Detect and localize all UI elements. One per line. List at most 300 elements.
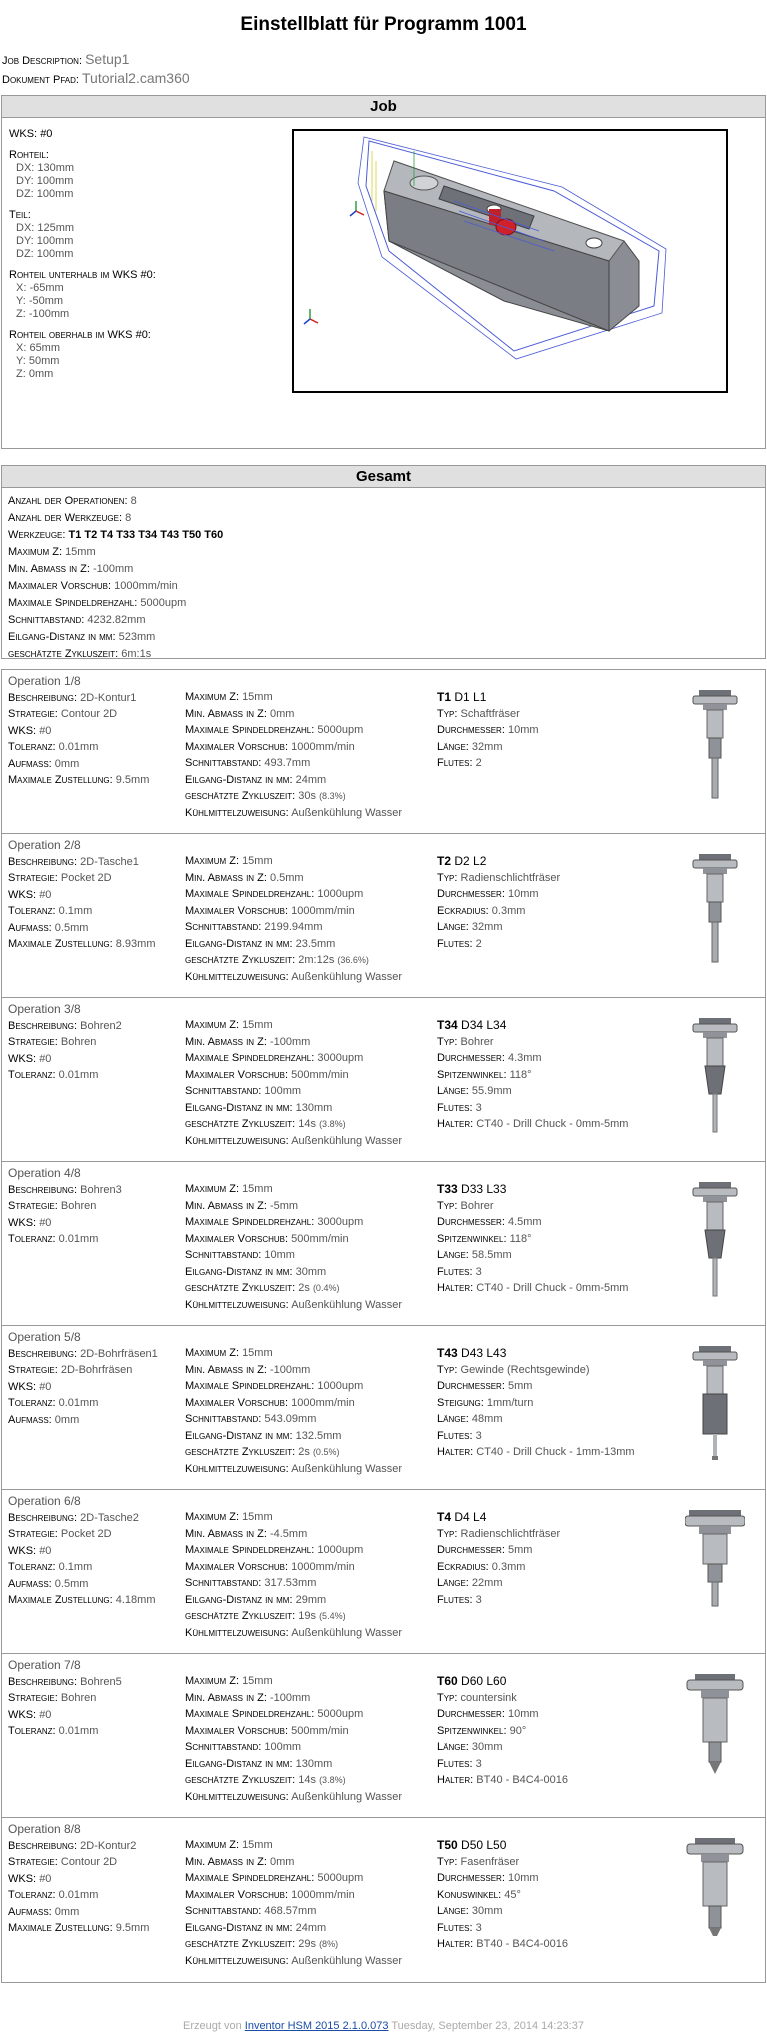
op-param-row — [185, 1067, 402, 1084]
tool-param-row — [437, 1214, 628, 1231]
tool-number: T50 — [437, 1838, 458, 1852]
op-param-value: 15mm — [242, 1183, 273, 1195]
op-param-row — [8, 1838, 149, 1855]
op-param-label: Maximum Z: — [185, 1511, 239, 1523]
op-param-label: WKS: — [8, 1708, 37, 1721]
footer-link[interactable]: Inventor HSM 2015 2.1.0.073 — [244, 2020, 389, 2032]
op-param-label: Schnittabstand: — [185, 1741, 262, 1753]
operation-title: Operation 4/8 — [8, 1166, 81, 1180]
job-section — [1, 95, 766, 449]
op-param-label: WKS: — [8, 1872, 37, 1885]
tool-param-row — [437, 755, 539, 772]
op-param-value: -100mm — [269, 1363, 311, 1376]
op-cycle-percent: (0.5%) — [312, 1447, 340, 1457]
tool-name — [437, 689, 539, 706]
op-param-label: geschätzte Zykluszeit: — [185, 1118, 296, 1130]
gesamt-row-label: Eilgang-Distanz in mm: — [8, 631, 116, 643]
unterhalb-label: Rohteil unterhalb im WKS #0: — [9, 269, 156, 281]
tool-param-label: Spitzenwinkel: — [437, 1232, 507, 1245]
teil-dy: DY: 100mm — [16, 235, 74, 247]
op-param-value: 15mm — [242, 691, 273, 703]
tool-param-row — [437, 1575, 560, 1592]
op-param-label: Kühlmittelzuweisung: — [185, 806, 289, 819]
tool-param-value: 118° — [509, 1068, 532, 1081]
op-param-value: #0 — [39, 888, 52, 901]
gesamt-row-label: Min. Abmaß in Z: — [8, 563, 90, 575]
op-param-value: 500mm/min — [291, 1068, 349, 1081]
op-param-value: 15mm — [242, 1347, 273, 1359]
rohteil-dy: DY: 100mm — [16, 175, 74, 187]
tool-param-row — [437, 1526, 560, 1543]
op-param-label: Strategie: — [8, 872, 58, 884]
op-param-row — [185, 1608, 402, 1625]
op-param-value: 500mm/min — [291, 1724, 349, 1737]
op-param-value: 1000mm/min — [291, 740, 355, 753]
op-param-label: Kühlmittelzuweisung: — [185, 1626, 289, 1639]
wks-value: #0 — [40, 128, 53, 140]
op-param-value: 0mm — [54, 1905, 80, 1918]
op-param-label: Aufmaß: — [8, 921, 52, 934]
gesamt-row-value: 6m:1s — [121, 648, 152, 660]
op-param-label: Maximum Z: — [185, 1019, 239, 1031]
op-param-label: Maximale Zustellung: — [8, 938, 113, 950]
op-param-value: 3000upm — [317, 1052, 364, 1064]
op-param-row — [185, 1920, 402, 1937]
footer-date: Tuesday, September 23, 2014 14:23:37 — [391, 2020, 584, 2032]
operation-block — [2, 670, 765, 834]
tool-param-value: 10mm — [507, 724, 539, 736]
tool-param-value: CT40 - Drill Chuck - 0mm-5mm — [476, 1282, 629, 1294]
tool-param-value: 118° — [509, 1232, 532, 1245]
op-param-row — [185, 1936, 402, 1953]
op-cycle-percent: (3.8%) — [319, 1775, 346, 1785]
op-param-label: Schnittabstand: — [185, 1905, 262, 1917]
oberhalb-label: Rohteil oberhalb im WKS #0: — [9, 329, 151, 341]
op-param-row — [8, 1674, 122, 1691]
tool-param-label: Halter: — [437, 1774, 474, 1786]
op-param-label: Strategie: — [8, 708, 58, 720]
op-param-label: geschätzte Zykluszeit: — [185, 1282, 296, 1294]
tool-param-label: Flutes: — [437, 937, 473, 950]
op-param-label: Beschreibung: — [8, 1839, 78, 1852]
op-param-label: geschätzte Zykluszeit: — [185, 1938, 296, 1950]
op-param-label: Maximale Zustellung: — [8, 774, 113, 786]
op-param-label: Kühlmittelzuweisung: — [185, 1462, 289, 1475]
tool-param-label: Durchmesser: — [437, 1544, 505, 1556]
op-param-value: 4.18mm — [115, 1594, 156, 1606]
operation-title: Operation 8/8 — [8, 1822, 81, 1836]
op-param-label: Toleranz: — [8, 1725, 56, 1737]
op-param-row — [185, 903, 402, 920]
op-param-label: WKS: — [8, 1380, 37, 1393]
op-param-value: Außenkühlung Wasser — [291, 1298, 403, 1311]
op-param-row — [8, 1707, 122, 1724]
op-param-value: 14s — [298, 1774, 316, 1786]
op-param-value: 0.01mm — [58, 1233, 99, 1245]
op-param-value: 0.5mm — [269, 871, 304, 884]
op-param-row — [8, 1034, 122, 1051]
op-param-row — [185, 1887, 402, 1904]
op-param-label: Maximaler Vorschub: — [185, 1232, 289, 1245]
tool-param-row — [437, 1395, 635, 1412]
op-param-row — [185, 1444, 402, 1461]
op-param-value: Bohren — [60, 1200, 97, 1212]
tool-param-value: Bohrer — [460, 1035, 494, 1048]
op-param-row — [185, 1673, 402, 1690]
op-param-label: Maximale Spindeldrehzahl: — [185, 1216, 315, 1228]
op-param-label: Eilgang-Distanz in mm: — [185, 1265, 293, 1278]
op-param-label: Kühlmittelzuweisung: — [185, 1134, 289, 1147]
tool-dl: D1 L1 — [454, 690, 487, 704]
tool-param-row — [437, 706, 539, 723]
tool-name — [437, 1181, 628, 1198]
op-param-row — [8, 1182, 122, 1199]
operation-title: Operation 6/8 — [8, 1494, 81, 1508]
tool-param-row — [437, 1887, 568, 1904]
tool-param-value: 3 — [475, 1593, 482, 1606]
wks-label: WKS: — [9, 128, 38, 140]
op-param-value: #0 — [39, 724, 52, 737]
op-param-row — [185, 1395, 402, 1412]
op-param-row — [185, 1526, 402, 1543]
op-param-row — [185, 1772, 402, 1789]
part-preview-image — [292, 129, 728, 393]
op-param-row — [8, 723, 149, 740]
op-param-value: 30mm — [295, 1265, 327, 1278]
op-param-row — [8, 1067, 122, 1084]
op-cycle-percent: (8%) — [319, 1939, 339, 1949]
op-param-value: 100mm — [264, 1085, 302, 1097]
tool-dl: D50 L50 — [461, 1838, 507, 1852]
op-param-label: Maximaler Vorschub: — [185, 904, 289, 917]
op-param-row — [8, 1198, 122, 1215]
operation-block — [2, 998, 765, 1162]
op-param-value: Contour 2D — [60, 708, 118, 720]
tool-param-label: Spitzenwinkel: — [437, 1724, 507, 1737]
op-param-label: Toleranz: — [8, 1233, 56, 1245]
gesamt-row-value: 1000mm/min — [114, 580, 178, 592]
tool-param-value: 22mm — [471, 1577, 503, 1589]
rohteil-dz: DZ: 100mm — [16, 188, 74, 200]
tool-param-value: 48mm — [471, 1413, 503, 1425]
op-param-label: WKS: — [8, 1052, 37, 1065]
tool-param-label: Durchmesser: — [437, 1380, 505, 1392]
op-param-value: 0.01mm — [58, 1889, 99, 1901]
op-param-row — [185, 1428, 402, 1445]
op-param-label: Maximale Spindeldrehzahl: — [185, 724, 315, 736]
countersink-icon — [685, 1672, 745, 1792]
op-param-value: Außenkühlung Wasser — [291, 1790, 403, 1803]
op-param-label: Strategie: — [8, 1364, 58, 1376]
op-param-row — [185, 1461, 402, 1478]
op-param-value: 0.1mm — [58, 905, 93, 917]
op-param-value: 0mm — [54, 1413, 80, 1426]
tool-param-label: Länge: — [437, 1085, 469, 1097]
gesamt-summary — [2, 488, 765, 658]
tool-number: T4 — [437, 1510, 452, 1524]
op-param-label: Strategie: — [8, 1856, 58, 1868]
op-param-row — [8, 1723, 122, 1740]
gesamt-row — [8, 646, 759, 663]
op-param-label: Maximale Zustellung: — [8, 1922, 113, 1934]
op-param-label: Kühlmittelzuweisung: — [185, 1954, 289, 1967]
op-param-value: 2199.94mm — [264, 921, 323, 933]
op-param-row — [8, 1871, 149, 1888]
op-param-value: -5mm — [269, 1199, 299, 1212]
op-param-label: Strategie: — [8, 1036, 58, 1048]
operation-title: Operation 2/8 — [8, 838, 81, 852]
op-param-row — [185, 1264, 402, 1281]
tool-param-value: 10mm — [507, 1708, 539, 1720]
op-param-label: Maximaler Vorschub: — [185, 1724, 289, 1737]
tool-param-value: Fasenfräser — [460, 1855, 520, 1868]
op-param-row — [185, 1837, 402, 1854]
op-param-row — [185, 952, 402, 969]
tool-param-row — [437, 1772, 568, 1789]
tool-param-value: 0.3mm — [491, 1560, 526, 1573]
tool-dl: D4 L4 — [454, 1510, 487, 1524]
op-param-value: 493.7mm — [264, 757, 311, 769]
tool-param-label: Flutes: — [437, 1593, 473, 1606]
op-param-row — [8, 1379, 158, 1396]
op-param-label: Maximale Spindeldrehzahl: — [185, 1052, 315, 1064]
op-param-value: -100mm — [269, 1691, 311, 1704]
tool-param-row — [437, 1739, 568, 1756]
op-param-row — [185, 1181, 402, 1198]
gesamt-row — [8, 527, 759, 544]
tool-param-value: 3 — [475, 1921, 482, 1934]
op-param-row — [185, 1756, 402, 1773]
op-param-value: 1000upm — [317, 1380, 364, 1392]
op-param-label: Maximale Zustellung: — [8, 1594, 113, 1606]
job-description-label: Job Description: — [2, 55, 83, 67]
op-param-value: Bohren — [60, 1036, 97, 1048]
op-param-label: Eilgang-Distanz in mm: — [185, 1101, 293, 1114]
gesamt-row-label: Schnittabstand: — [8, 614, 85, 626]
op-param-row — [185, 1034, 402, 1051]
op-param-value: #0 — [39, 1872, 52, 1885]
op-param-row — [185, 689, 402, 706]
tool-name — [437, 1345, 635, 1362]
op-param-value: #0 — [39, 1544, 52, 1557]
gesamt-row — [8, 544, 759, 561]
gesamt-row — [8, 578, 759, 595]
op-param-value: 0.1mm — [58, 1561, 93, 1573]
op-param-value: 5000upm — [317, 1872, 364, 1884]
op-param-label: Min. Abmaß in Z: — [185, 1199, 267, 1212]
tool-param-value: 5mm — [507, 1380, 533, 1392]
op-param-label: Min. Abmaß in Z: — [185, 1691, 267, 1704]
tool-param-value: 4.5mm — [507, 1216, 542, 1228]
tool-param-row — [437, 1067, 628, 1084]
tool-param-row — [437, 886, 560, 903]
thread-mill-icon — [685, 1344, 745, 1464]
op-param-label: Beschreibung: — [8, 1675, 78, 1688]
operation-block — [2, 1490, 765, 1654]
tool-param-label: Eckradius: — [437, 1560, 489, 1573]
op-param-value: 15mm — [242, 1675, 273, 1687]
tool-param-value: 30mm — [471, 1905, 503, 1917]
op-param-label: WKS: — [8, 724, 37, 737]
op-param-value: 543.09mm — [264, 1413, 317, 1425]
op-param-row — [185, 788, 402, 805]
tool-param-value: 32mm — [471, 921, 503, 933]
op-param-value: Pocket 2D — [60, 872, 112, 884]
tool-param-value: 30mm — [471, 1741, 503, 1753]
operation-block — [2, 1162, 765, 1326]
op-param-label: Beschreibung: — [8, 691, 78, 704]
op-param-value: 468.57mm — [264, 1905, 317, 1917]
op-param-label: Toleranz: — [8, 905, 56, 917]
op-param-label: Toleranz: — [8, 1069, 56, 1081]
op-param-value: 0mm — [269, 1855, 295, 1868]
tool-param-row — [437, 919, 560, 936]
op-param-value: 8.93mm — [115, 938, 156, 950]
gesamt-row-value: -100mm — [92, 563, 134, 575]
op-param-row — [8, 1346, 158, 1363]
tool-param-row — [437, 1034, 628, 1051]
op-param-value: 2s — [298, 1282, 310, 1294]
op-param-value: 500mm/min — [291, 1232, 349, 1245]
op-param-label: Kühlmittelzuweisung: — [185, 1790, 289, 1803]
op-param-row — [8, 1018, 122, 1035]
op-param-label: Toleranz: — [8, 1889, 56, 1901]
tool-name — [437, 1673, 568, 1690]
op-param-label: Eilgang-Distanz in mm: — [185, 1429, 293, 1442]
op-param-row — [185, 936, 402, 953]
tool-param-row — [437, 1559, 560, 1576]
drill-chuck-icon — [685, 1180, 745, 1300]
tool-param-row — [437, 1280, 628, 1297]
op-param-value: 0mm — [269, 707, 295, 720]
tool-dl: D60 L60 — [461, 1674, 507, 1688]
op-param-row — [185, 1345, 402, 1362]
tool-param-row — [437, 1936, 568, 1953]
chamfer-mill-icon — [685, 1836, 745, 1956]
tool-param-label: Durchmesser: — [437, 1052, 505, 1064]
op-param-label: Schnittabstand: — [185, 1577, 262, 1589]
op-param-value: 10mm — [264, 1249, 295, 1261]
op-param-label: Min. Abmaß in Z: — [185, 1855, 267, 1868]
op-param-value: 9.5mm — [115, 1922, 150, 1934]
op-param-value: -4.5mm — [269, 1527, 308, 1540]
op-param-label: Min. Abmaß in Z: — [185, 1363, 267, 1376]
gesamt-row — [8, 612, 759, 629]
tool-param-row — [437, 903, 560, 920]
tool-param-label: Flutes: — [437, 757, 473, 769]
op-param-row — [185, 706, 402, 723]
tool-param-label: Typ: — [437, 707, 458, 720]
op-param-row — [185, 853, 402, 870]
tool-param-label: Länge: — [437, 1741, 469, 1753]
tool-param-value: 3 — [475, 1265, 482, 1278]
op-param-row — [185, 969, 402, 986]
op-param-row — [185, 1378, 402, 1395]
tool-param-label: Spitzenwinkel: — [437, 1068, 507, 1081]
op-param-row — [185, 1231, 402, 1248]
op-param-row — [8, 870, 156, 887]
teil-dz: DZ: 100mm — [16, 248, 74, 260]
op-param-label: geschätzte Zykluszeit: — [185, 1446, 296, 1458]
tool-param-label: Durchmesser: — [437, 1872, 505, 1884]
operation-block — [2, 1818, 765, 1982]
op-param-value: 317.53mm — [264, 1577, 317, 1589]
tool-param-row — [437, 1116, 628, 1133]
op-param-row — [8, 1231, 122, 1248]
op-param-row — [185, 1559, 402, 1576]
op-param-label: Beschreibung: — [8, 1183, 78, 1196]
op-param-label: Maximum Z: — [185, 691, 239, 703]
op-param-value: Bohren3 — [80, 1183, 122, 1196]
op-param-row — [185, 1198, 402, 1215]
op-param-label: Maximaler Vorschub: — [185, 1560, 289, 1573]
operation-block — [2, 834, 765, 998]
op-param-label: Toleranz: — [8, 741, 56, 753]
op-param-row — [185, 1542, 402, 1559]
gesamt-row-label: Anzahl der Operationen: — [8, 495, 128, 507]
tool-param-row — [437, 1378, 635, 1395]
op-param-label: Min. Abmaß in Z: — [185, 871, 267, 884]
tool-param-value: CT40 - Drill Chuck - 1mm-13mm — [476, 1446, 635, 1458]
op-param-label: WKS: — [8, 888, 37, 901]
op-param-value: 0.01mm — [58, 1397, 99, 1409]
op-param-value: 1000mm/min — [291, 1888, 355, 1901]
op-param-value: Außenkühlung Wasser — [291, 1626, 403, 1639]
op-param-label: Schnittabstand: — [185, 757, 262, 769]
tool-param-label: Flutes: — [437, 1757, 473, 1770]
op-param-label: geschätzte Zykluszeit: — [185, 1610, 296, 1622]
op-param-value: Außenkühlung Wasser — [291, 1134, 403, 1147]
op-param-value: 30s — [298, 790, 316, 802]
doc-path-value: Tutorial2.cam360 — [82, 70, 190, 86]
gesamt-row-value: 8 — [130, 495, 137, 507]
op-param-value: 0.5mm — [54, 921, 89, 934]
tool-param-value: 3 — [475, 1101, 482, 1114]
oberhalb-z: Z: 0mm — [16, 368, 54, 380]
tool-param-label: Halter: — [437, 1118, 474, 1130]
op-param-value: 1000upm — [317, 888, 364, 900]
tool-param-row — [437, 1903, 568, 1920]
op-param-row — [8, 1526, 156, 1543]
tool-name — [437, 853, 560, 870]
tool-param-label: Typ: — [437, 871, 458, 884]
op-param-row — [8, 1854, 149, 1871]
op-param-value: Bohren2 — [80, 1019, 122, 1032]
op-param-row — [185, 1592, 402, 1609]
tool-param-label: Halter: — [437, 1446, 474, 1458]
tool-param-value: 58.5mm — [471, 1249, 512, 1261]
meta-info — [2, 51, 767, 89]
op-param-value: Außenkühlung Wasser — [291, 1462, 403, 1475]
op-param-value: 3000upm — [317, 1216, 364, 1228]
part-3d-icon — [294, 131, 726, 391]
tool-param-label: Flutes: — [437, 1921, 473, 1934]
gesamt-row — [8, 629, 759, 646]
page-title: Einstellblatt für Programm 1001 — [240, 14, 527, 35]
tool-param-row — [437, 1592, 560, 1609]
tool-dl: D34 L34 — [461, 1018, 507, 1032]
tool-name — [437, 1017, 628, 1034]
op-param-value: 23.5mm — [295, 937, 336, 950]
op-param-value: 29s — [298, 1938, 316, 1950]
tool-dl: D43 L43 — [461, 1346, 507, 1360]
op-param-row — [185, 755, 402, 772]
tool-param-value: BT40 - B4C4-0016 — [476, 1938, 568, 1950]
op-param-value: Außenkühlung Wasser — [291, 970, 403, 983]
tool-param-label: Flutes: — [437, 1265, 473, 1278]
op-param-value: 29mm — [295, 1593, 327, 1606]
tool-number: T1 — [437, 690, 452, 704]
